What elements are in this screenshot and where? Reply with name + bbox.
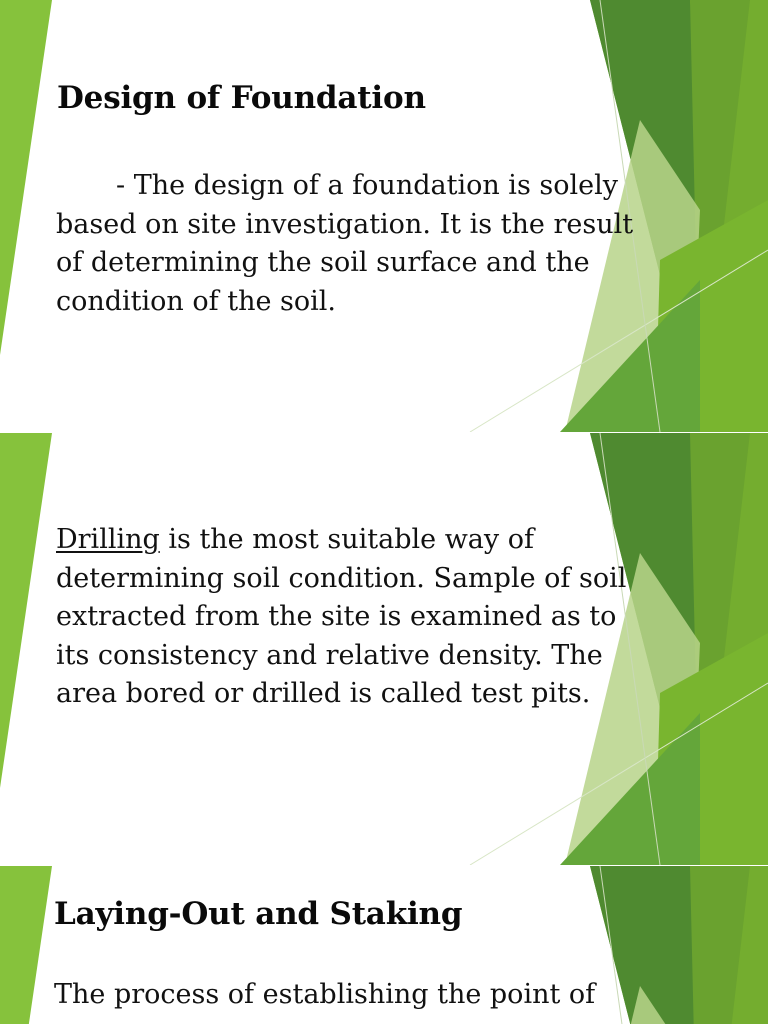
body-line: based on site investigation. It is the result (56, 208, 634, 240)
body-line: its consistency and relative density. The (56, 639, 603, 671)
body-line: - The design of a foundation is solely (116, 170, 618, 201)
body-line (56, 521, 626, 560)
slide-body-text (56, 167, 633, 321)
body-line: condition of the soil. (56, 285, 336, 317)
drilling-term: Drilling (56, 524, 160, 555)
slide-body-text (56, 521, 626, 714)
body-line: of determining the soil surface and the (56, 247, 590, 278)
slide-laying-out-and-staking (0, 866, 768, 1024)
slide-title: Design of Foundation (57, 80, 426, 116)
slide-design-of-foundation (0, 0, 768, 432)
body-line: extracted from the site is examined as to (56, 601, 617, 632)
body-line: determining soil condition. Sample of soil (56, 562, 627, 594)
body-line: The process of establishing the point of (54, 979, 596, 1010)
body-line-rest: is the most suitable way of (159, 524, 534, 555)
slide-drilling (0, 433, 768, 865)
slide-title: Laying-Out and Staking (54, 896, 463, 932)
slide-body-text (54, 976, 595, 1015)
body-line: area bored or drilled is called test pits. (56, 678, 591, 709)
